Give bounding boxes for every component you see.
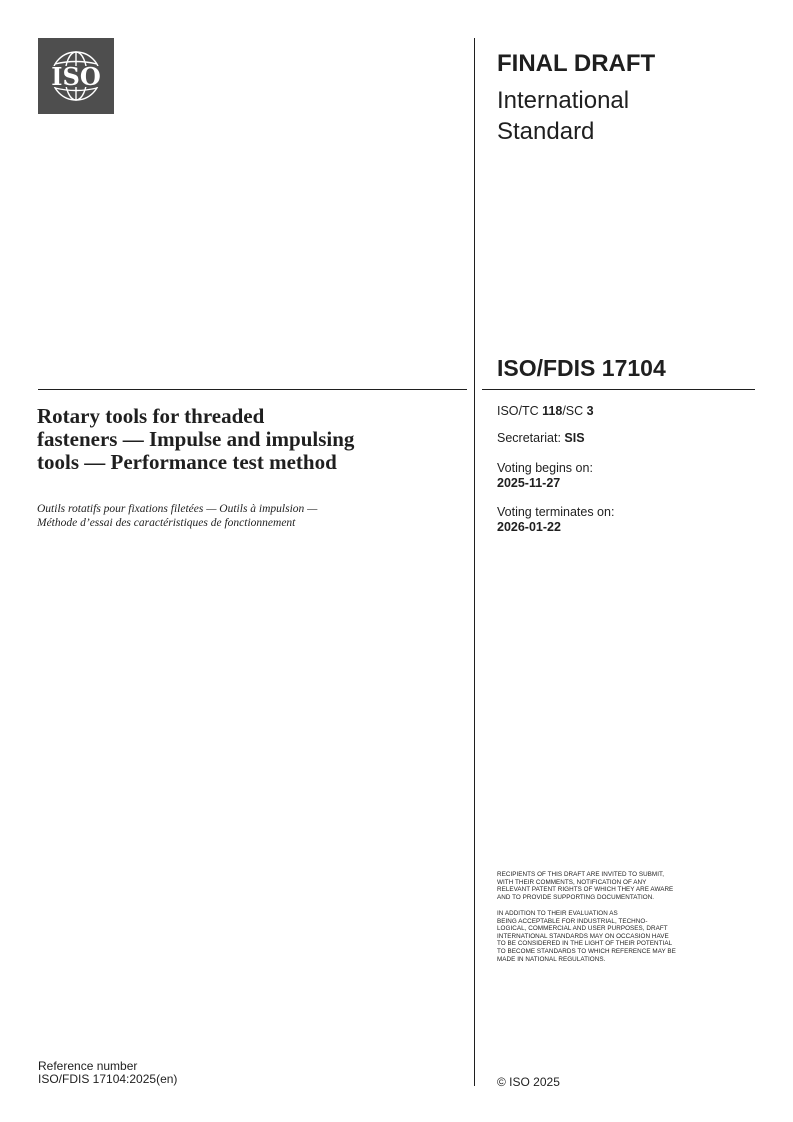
committee-sc-prefix: /SC xyxy=(562,404,587,418)
voting-begins-date: 2025-11-27 xyxy=(497,476,561,490)
iso-logo xyxy=(38,38,114,114)
committee-tc: 118 xyxy=(542,404,563,418)
notice-line: RECIPIENTS OF THIS DRAFT ARE INVITED TO SUBMIT, xyxy=(497,871,665,878)
voting-terminates-label: Voting terminates on: xyxy=(497,505,615,519)
notice-paragraph-2 xyxy=(497,910,752,963)
title-french-line1: Outils rotatifs pour fixations filetées — Outils à impulsion — xyxy=(37,503,318,515)
notice-line: INTERNATIONAL STANDARDS MAY ON OCCASION HAVE xyxy=(497,932,669,940)
notice-line: MADE IN NATIONAL REGULATIONS. xyxy=(497,955,606,963)
title-english xyxy=(37,405,457,474)
copyright: © ISO 2025 xyxy=(497,1075,560,1089)
document-type xyxy=(497,85,629,147)
reference-block xyxy=(38,1060,177,1086)
notice-line: LOGICAL, COMMERCIAL AND USER PURPOSES, DRAFT xyxy=(497,925,668,933)
committee-sc: 3 xyxy=(586,404,594,418)
title-english-line3: tools — Performance test method xyxy=(37,450,337,474)
notice-paragraph-1 xyxy=(497,871,752,901)
secretariat-label: Secretariat: xyxy=(497,431,565,445)
vertical-divider xyxy=(474,38,475,1086)
notice-line: WITH THEIR COMMENTS, NOTIFICATION OF ANY xyxy=(497,878,647,886)
notice-line: IN ADDITION TO THEIR EVALUATION AS xyxy=(497,910,618,917)
voting-terminates xyxy=(497,505,614,535)
committee xyxy=(497,404,594,419)
globe-icon xyxy=(38,38,114,114)
left-horizontal-rule xyxy=(38,389,467,390)
voting-terminates-date: 2026-01-22 xyxy=(497,520,561,534)
logo-text: ISO xyxy=(51,62,101,91)
title-french xyxy=(37,502,457,530)
notice-line: BEING ACCEPTABLE FOR INDUSTRIAL, TECHNO- xyxy=(497,917,648,925)
notice-line: TO BECOME STANDARDS TO WHICH REFERENCE MAY BE xyxy=(497,947,676,955)
draft-status: FINAL DRAFT xyxy=(497,50,656,77)
document-type-line2: Standard xyxy=(497,118,595,145)
notice-line: RELEVANT PATENT RIGHTS OF WHICH THEY ARE AWARE xyxy=(497,886,674,894)
document-type-line1: International xyxy=(497,87,630,114)
secretariat xyxy=(497,431,585,446)
notice-line: TO BE CONSIDERED IN THE LIGHT OF THEIR POTENTIAL xyxy=(497,940,673,948)
reference-value: ISO/FDIS 17104:2025(en) xyxy=(38,1072,178,1086)
voting-begins xyxy=(497,461,593,491)
document-number: ISO/FDIS 17104 xyxy=(497,355,666,381)
title-english-line2: fasteners — Impulse and impulsing xyxy=(37,427,355,451)
notice-line: AND TO PROVIDE SUPPORTING DOCUMENTATION. xyxy=(497,893,655,901)
title-french-line2: Méthode d’essai des caractéristiques de fonctionnement xyxy=(37,517,296,529)
reference-label: Reference number xyxy=(38,1059,138,1073)
committee-prefix: ISO/TC xyxy=(497,404,543,418)
title-english-line1: Rotary tools for threaded xyxy=(37,404,265,428)
voting-begins-label: Voting begins on: xyxy=(497,461,593,475)
secretariat-value: SIS xyxy=(564,431,585,445)
right-horizontal-rule xyxy=(482,389,755,390)
